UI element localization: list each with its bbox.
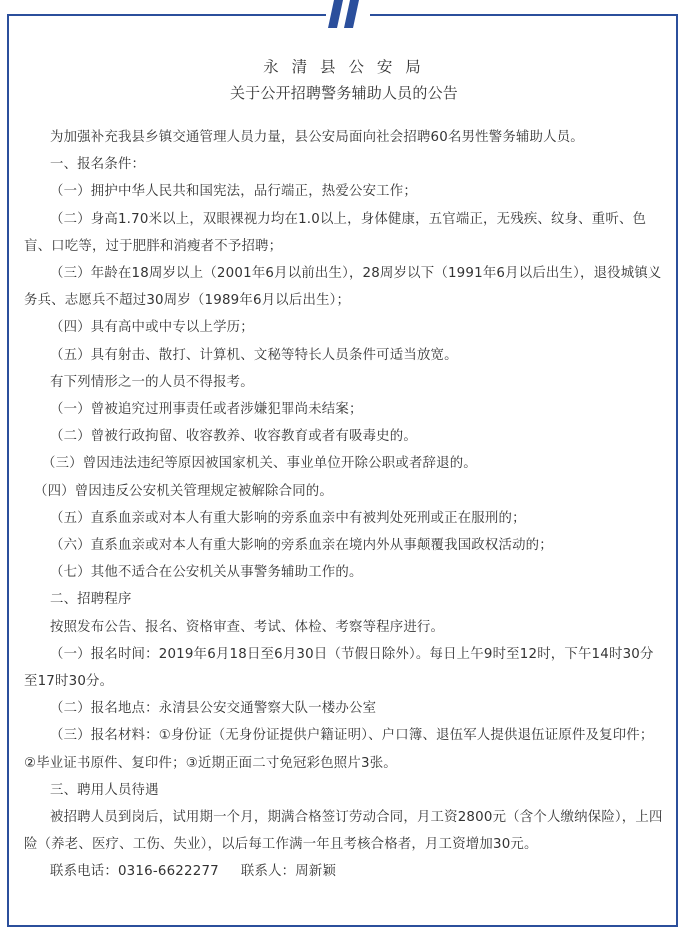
contact-line xyxy=(24,858,664,885)
section3-heading: 三、聘用人员待遇 xyxy=(50,782,159,798)
condition-item: （五）具有射击、散打、计算机、文秘等特长人员条件可适当放宽。 xyxy=(50,347,458,363)
double-slash-icon xyxy=(326,0,370,30)
contact-person-name: 周新颖 xyxy=(295,864,337,880)
exclusion-item: （七）其他不适合在公安机关从事警务辅助工作的。 xyxy=(50,565,363,581)
exclusion-item: （四）曾因违反公安机关管理规定被解除合同的。 xyxy=(34,483,333,499)
section2-heading: 二、招聘程序 xyxy=(50,592,132,608)
procedure-item: （二）报名地点：永清县公安交通警察大队一楼办公室 xyxy=(50,701,377,717)
contact-person-label: 联系人： xyxy=(240,864,296,880)
condition-item: （三）年龄在18周岁以上（2001年6月以前出生），28周岁以下（1991年6月以后出生），退役城镇义务兵、志愿兵不超过30周岁（1989年6月以后出生）； xyxy=(24,266,662,309)
phone-label: 联系电话： xyxy=(50,864,118,880)
exclusion-item: （五）直系血亲或对本人有重大影响的旁系血亲中有被判处死刑或正在服刑的； xyxy=(50,510,526,526)
exclusion-item: （三）曾因违法违纪等原因被国家机关、事业单位开除公职或者辞退的。 xyxy=(42,456,477,472)
condition-item: （一）拥护中华人民共和国宪法，品行端正，热爱公安工作； xyxy=(50,184,417,200)
exclusion-item: （一）曾被追究过刑事责任或者涉嫌犯罪尚未结案； xyxy=(50,402,363,418)
phone-number: 0316-6622277 xyxy=(117,864,219,880)
procedure-item: （三）报名材料：①身份证（无身份证提供户籍证明）、户口簿、退伍军人提供退伍证原件及复印件；②毕业证书原件、复印件；③近期正面二寸免冠彩色照片3张。 xyxy=(24,728,654,771)
exclusion-item: （六）直系血亲或对本人有重大影响的旁系血亲在境内外从事颠覆我国政权活动的； xyxy=(50,538,553,554)
issuer-title: 永 清 县 公 安 局 xyxy=(263,58,425,76)
header-slash-mark xyxy=(326,0,370,30)
exclusion-item: （二）曾被行政拘留、收容教养、收容教育或者有吸毒史的。 xyxy=(50,429,417,445)
exclusion-heading: 有下列情形之一的人员不得报考。 xyxy=(50,374,254,390)
section2-intro: 按照发布公告、报名、资格审查、考试、体检、考察等程序进行。 xyxy=(50,619,445,635)
procedure-item: （一）报名时间：2019年6月18日至6月30日（节假日除外）。每日上午9时至12时，下午14时30分至17时30分。 xyxy=(24,646,654,690)
section1-heading: 一、报名条件： xyxy=(50,157,146,173)
condition-item: （四）具有高中或中专以上学历； xyxy=(50,320,254,336)
section3-body: 被招聘人员到岗后，试用期一个月，期满合格签订劳动合同，月工资2800元（含个人缴纳保险），上四险（养老、医疗、工伤、失业），以后每工作满一年且考核合格者，月工资增加30元。 xyxy=(24,810,663,853)
announcement-body xyxy=(24,54,664,886)
condition-item: （二）身高1.70米以上，双眼裸视力均在1.0以上，身体健康，五官端正，无残疾、纹身、重听、色盲、口吃等，过于肥胖和消瘦者不予招聘； xyxy=(24,211,647,254)
intro-paragraph: 为加强补充我县乡镇交通管理人员力量，县公安局面向社会招聘60名男性警务辅助人员。 xyxy=(50,130,584,145)
announcement-title: 关于公开招聘警务辅助人员的公告 xyxy=(229,84,458,102)
